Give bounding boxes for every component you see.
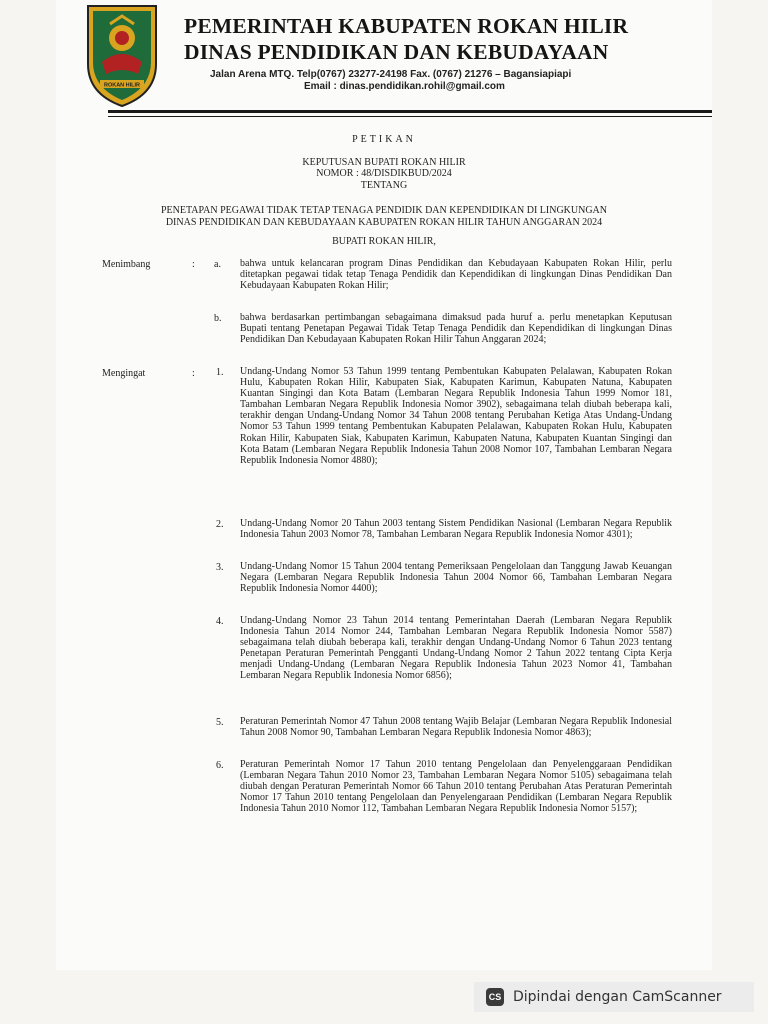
decree-subject-line-1: PENETAPAN PEGAWAI TIDAK TETAP TENAGA PENDIDIK DAN KEPENDIDIKAN DI LINGKUNGAN [161,205,607,216]
mengingat-item-5-text: Peraturan Pemerintah Nomor 47 Tahun 2008 tentang Wajib Belajar (Lembaran Negara Republik Indonesial Tahun 2008 Nomor 90, Tambahan Lembaran Negara Republik Indonesia Nomor 4863); [240,716,672,739]
menimbang-colon: : [192,259,195,270]
mengingat-label: Mengingat [102,368,146,379]
letterhead-email: Email : dinas.pendidikan.rohil@gmail.com [304,81,505,92]
letterhead-rule-thick [108,110,712,113]
mengingat-item-4-mark: 4. [216,616,224,627]
mengingat-item-3-text: Undang-Undang Nomor 15 Tahun 2004 tentang Pemeriksaan Pengelolaan dan Tanggung Jawab Keuangan Negara (Lembaran Negara Republik Indonesia Tahun 2004 Nomor 66, Tambahan Lembaran Negara Republik Indonesia Nomor 4400); [240,561,672,595]
document-page [56,0,712,970]
mengingat-item-6-mark: 6. [216,760,224,771]
mengingat-item-4-text: Undang-Undang Nomor 23 Tahun 2014 tentang Pemerintahan Daerah (Lembaran Negara Republik Indonesia Tahun 2014 Nomor 244, Tambahan Lembaran Negara Republik Indonesia Nomor 5587) sebagaimana telah diubah beberapa kali, terakhir dengan Undang-Undang Nomor 6 Tahun 2023 tentang Penetapan Peraturan Pemerintah Pengganti Undang-Undang Nomor 2 Tahun 2022 tentang Cipta Kerja menjadi Undang-Undang (Lembaran Negara Republik Indonesia Tahun 2023 Nomor 41, Tambahan Lembaran Negara Republik Indonesia Nomor 6856); [240,615,672,682]
regency-emblem-logo [86,4,158,108]
logo-caption: ROKAN HILIR [103,82,141,89]
camscanner-text: Dipindai dengan CamScanner [513,989,722,1005]
camscanner-watermark [474,982,754,1012]
mengingat-item-1-text: Undang-Undang Nomor 53 Tahun 1999 tentang Pembentukan Kabupaten Pelalawan, Kabupaten Rokan Hulu, Kabupaten Rokan Hilir, Kabupaten Siak, Kabupaten Karimun, Kabupaten Natuna, Kabupaten Kuantan Singingi dan Kota Batam (Lembaran Negara Republik Indonesia Tahun 1999 Nomor 181, Tambahan Lembaran Negara Republik Indonesia Nomor 3902), sebagaimana telah diubah beberapa kali, terakhir dengan Undang-Undang Nomor 34 Tahun 2008 tentang Perubahan Ketiga Atas Undang-Undang Nomor 53 Tahun 1999 tentang Pembentukan Kabupaten Pelalawan, Kabupaten Rokan Hulu, Kabupaten Rokan Hilir, Kabupaten Siak, Kabupaten Karimun, Kabupaten Natuna, Kabupaten Kuantan Singingi dan Kota Batam (Lembaran Negara Republik Indonesia Tahun 2008 Nomor 107, Tambahan Lembaran Negara Republik Indonesia Nomor 4880); [240,366,672,466]
letterhead-agency-name: DINAS PENDIDIKAN DAN KEBUDAYAAN [184,40,609,64]
decree-subject-line-2: DINAS PENDIDIKAN DAN KEBUDAYAAN KABUPATEN ROKAN HILIR TAHUN ANGGARAN 2024 [165,217,603,228]
menimbang-item-b-text: bahwa berdasarkan pertimbangan sebagaimana dimaksud pada huruf a. perlu menetapkan Keputusan Bupati tentang Penetapan Pegawai Tidak Tetap Tenaga Pendidik dan Kependidikan di lingkungan Dinas Pendidikan Dan Kebudayaan Kabupaten Rokan Hilir Tahun Anggaran 2024; [240,312,672,346]
letterhead-government-name: PEMERINTAH KABUPATEN ROKAN HILIR [184,14,629,38]
menimbang-item-a-mark: a. [214,259,221,270]
regent-title: BUPATI ROKAN HILIR, [332,236,436,247]
menimbang-item-b-mark: b. [214,313,222,324]
mengingat-colon: : [192,368,195,379]
menimbang-label: Menimbang [102,259,151,270]
decree-number: NOMOR : 48/DISDIKBUD/2024 [316,168,452,179]
menimbang-item-a-text: bahwa untuk kelancaran program Dinas Pendidikan dan Kebudayaan Kabupaten Rokan Hilir, perlu ditetapkan pegawai tidak tetap Tenaga Pendidik dan Kependidikan di lingkungan Dinas Pendidikan Dan Kebudayaan Kabupaten Rokan Hilir; [240,258,672,292]
mengingat-item-6-text: Peraturan Pemerintah Nomor 17 Tahun 2010 tentang Pengelolaan dan Penyelenggaraan Pendidikan (Lembaran Negara Tahun 2010 Nomor 23, Tambahan Lembaran Negara Nomor 5105) sebagaimana telah diubah dengan Peraturan Pemerintah Nomor 66 Tahun 2010 tentang Perubahan Atas Peraturan Pemerintah Nomor 17 Tahun 2010 tentang Pengelolaan dan Penyelengaraan Pendidikan (Lembaran Negara Republik Indonesia Tahun 2010 Nomor 112, Tambahan Lembaran Negara Republik Indonesia Nomor 5157); [240,759,672,815]
camscanner-icon: CS [486,988,504,1006]
decree-title: KEPUTUSAN BUPATI ROKAN HILIR [302,157,466,168]
mengingat-item-1-mark: 1. [216,367,224,378]
decree-tentang: TENTANG [360,180,408,191]
letterhead-rule-thin [108,116,712,117]
letterhead-address: Jalan Arena MTQ. Telp(0767) 23277-24198 Fax. (0767) 21276 – Bagansiapiapi [210,69,572,80]
mengingat-item-3-mark: 3. [216,562,224,573]
mengingat-item-2-text: Undang-Undang Nomor 20 Tahun 2003 tentang Sistem Pendidikan Nasional (Lembaran Negara Republik Indonesia Tahun 2003 Nomor 78, Tambahan Lembaran Negara Republik Indonesia Nomor 4301); [240,518,672,541]
document-heading-petikan: PETIKAN [352,134,416,145]
mengingat-item-2-mark: 2. [216,519,224,530]
mengingat-item-5-mark: 5. [216,717,224,728]
